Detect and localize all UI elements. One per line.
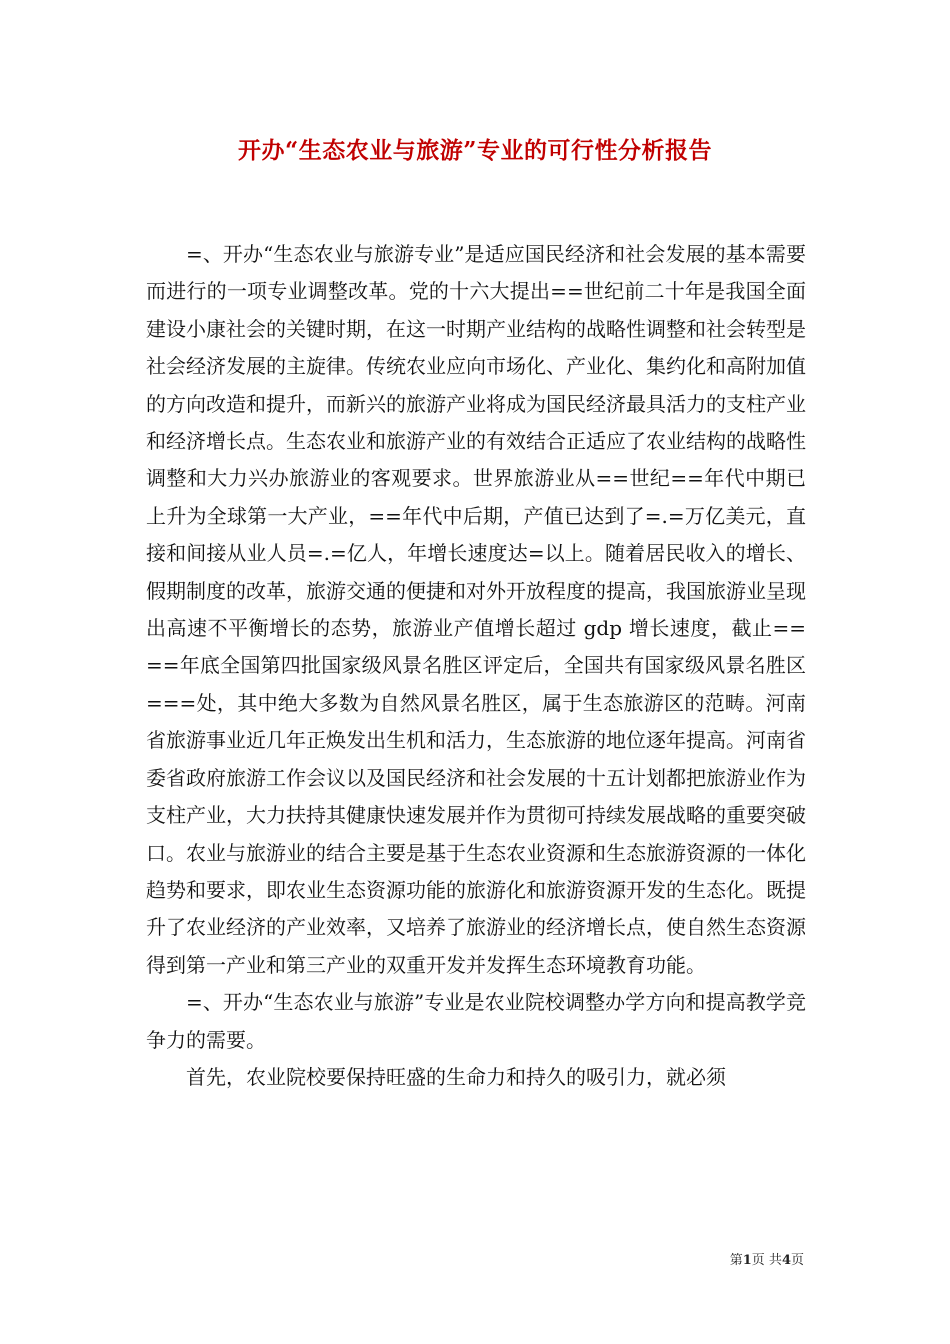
paragraph-1: =、开办“生态农业与旅游专业”是适应国民经济和社会发展的基本需要而进行的一项专业调整改革。党的十六大提出==世纪前二十年是我国全面建设小康社会的关键时期，在这一时期产业结构的战略性调整和社会转型是社会经济发展的主旋律。传统农业应向市场化、产业化、集约化和高附加值的方向改造和提升，而新兴的旅游产业将成为国民经济最具活力的支柱产业和经济增长点。生态农业和旅游产业的有效结合正适应了农业结构的战略性调整和大力兴办旅游业的客观要求。世界旅游业从==世纪==年代中期已上升为全球第一大产业，==年代中后期，产值已达到了=.=万亿美元，直接和间接从业人员=.=亿人，年增长速度达=以上。随着居民收入的增长、假期制度的改革，旅游交通的便捷和对外开放程度的提高，我国旅游业呈现出高速不平衡增长的态势，旅游业产值增长超过 gdp 增长速度，截止====年底全国第四批国家级风景名胜区评定后，全国共有国家级风景名胜区===处，其中绝大多数为自然风景名胜区，属于生态旅游区的范畴。河南省旅游事业近几年正焕发出生机和活力，生态旅游的地位逐年提高。河南省委省政府旅游工作会议以及国民经济和社会发展的十五计划都把旅游业作为支柱产业，大力扶持其健康快速发展并作为贯彻可持续发展战略的重要突破口。农业与旅游业的结合主要是基于生态农业资源和生态旅游资源的一体化趋势和要求，即农业生态资源功能的旅游化和旅游资源开发的生态化。既提升了农业经济的产业效率，又培养了旅游业的经济增长点，使自然生态资源得到第一产业和第三产业的双重开发并发挥生态环境教育功能。 bbox=[146, 242, 806, 977]
document-body bbox=[146, 236, 806, 1096]
footer-current-page: 1 bbox=[742, 1253, 752, 1268]
paragraph-3: 首先，农业院校要保持旺盛的生命力和持久的吸引力，就必须 bbox=[186, 1064, 726, 1089]
footer-prefix: 第 bbox=[729, 1253, 743, 1268]
document-title: 开办“生态农业与旅游”专业的可行性分析报告 bbox=[238, 137, 712, 164]
footer-suffix: 页 bbox=[790, 1253, 804, 1268]
footer-middle: 页 共 bbox=[751, 1253, 782, 1268]
page-footer bbox=[730, 1249, 804, 1268]
paragraph-2: =、开办“生态农业与旅游”专业是农业院校调整办学方向和提高教学竞争力的需要。 bbox=[146, 990, 806, 1052]
footer-total-pages: 4 bbox=[781, 1253, 791, 1268]
